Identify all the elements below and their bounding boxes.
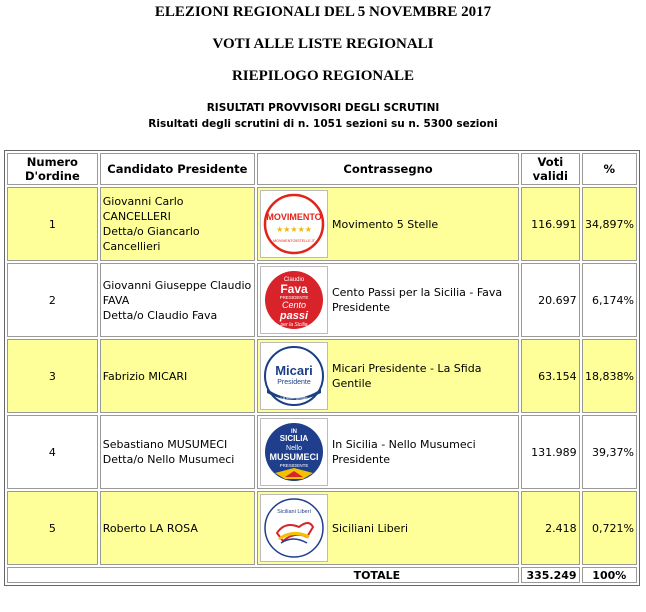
row-candidato: Giovanni Carlo CANCELLERI Detta/o Giancarlo Cancellieri [100,187,255,261]
lista-name: Siciliani Liberi [331,521,409,535]
row-candidato: Sebastiano MUSUMECI Detta/o Nello Musumeci [100,415,255,489]
row-candidato: Fabrizio MICARI [100,339,255,413]
lista-name: Cento Passi per la Sicilia - Fava Presidente [331,286,503,314]
row-percent: 39,37% [582,415,637,489]
table-header-row [7,153,637,185]
row-candidato: Roberto LA ROSA [100,491,255,565]
row-numero: 3 [7,339,98,413]
page-subtitle-liste: VOTI ALLE LISTE REGIONALI [212,36,434,52]
results-status: RISULTATI PROVVISORI DEGLI SCRUTINI [206,102,440,114]
lista-name: In Sicilia - Nello Musumeci Presidente [331,438,476,466]
row-voti: 63.154 [521,339,579,413]
row-voti: 2.418 [521,491,579,565]
row-numero: 4 [7,415,98,489]
table-row [7,187,637,261]
row-voti: 131.989 [521,415,579,489]
row-contrassegno [257,491,519,565]
svg-text:PRESIDENTE: PRESIDENTE [279,463,309,468]
row-contrassegno [257,263,519,337]
row-numero: 1 [7,187,98,261]
page-subtitle-riepilogo: RIEPILOGO REGIONALE [231,68,415,84]
svg-text:MUSUMECI: MUSUMECI [269,452,319,462]
row-contrassegno [257,187,519,261]
svg-text:Presidente: Presidente [277,379,311,386]
svg-text:PRESIDENTE: PRESIDENTE [279,295,309,300]
totale-percent: 100% [582,567,637,583]
page-title: ELEZIONI REGIONALI DEL 5 NOVEMBRE 2017 [154,4,492,20]
svg-text:Claudio: Claudio [283,277,305,283]
row-percent: 18,838% [582,339,637,413]
totale-voti: 335.249 [521,567,579,583]
siciliani-liberi-logo [260,494,328,562]
table-row [7,491,637,565]
lista-name: Movimento 5 Stelle [331,217,439,231]
totale-row [7,567,637,583]
header-percent: % [582,153,637,185]
row-percent: 6,174% [582,263,637,337]
header-contrassegno: Contrassegno [257,153,519,185]
svg-text:MOVIMENTO: MOVIMENTO [266,212,322,222]
svg-text:★★★★★: ★★★★★ [276,225,312,234]
row-contrassegno [257,415,519,489]
table-row [7,339,637,413]
m5s-logo [260,190,328,258]
results-table [5,151,639,585]
header-voti: Voti validi [521,153,579,185]
row-numero: 5 [7,491,98,565]
row-candidato: Giovanni Giuseppe Claudio FAVA Detta/o Claudio Fava [100,263,255,337]
musumeci-logo [260,418,328,486]
results-table-frame [4,150,640,586]
svg-text:La sfida gentile: La sfida gentile [280,395,308,400]
table-row [7,263,637,337]
svg-text:SICILIA: SICILIA [279,434,309,443]
svg-text:IN: IN [290,429,297,435]
svg-text:Cento: Cento [281,300,306,310]
row-percent: 0,721% [582,491,637,565]
svg-text:Siciliani Liberi: Siciliani Liberi [277,509,311,515]
fava-logo [260,266,328,334]
svg-text:MOVIMENTO5STELLE.IT: MOVIMENTO5STELLE.IT [273,239,315,243]
header-candidato: Candidato Presidente [100,153,255,185]
lista-name: Micari Presidente - La Sfida Gentile [331,362,482,390]
svg-text:passi: passi [279,310,309,322]
svg-text:Micari: Micari [275,363,313,378]
row-contrassegno [257,339,519,413]
micari-logo [260,342,328,410]
svg-text:Nello: Nello [286,445,302,452]
header-numero: Numero D'ordine [7,153,98,185]
table-row [7,415,637,489]
row-voti: 116.991 [521,187,579,261]
row-numero: 2 [7,263,98,337]
row-percent: 34,897% [582,187,637,261]
svg-text:per la Sicilia: per la Sicilia [280,322,308,328]
row-voti: 20.697 [521,263,579,337]
sections-count: Risultati degli scrutini di n. 1051 sezioni su n. 5300 sezioni [148,118,498,130]
totale-label: TOTALE [7,567,519,583]
svg-text:Fava: Fava [280,282,308,296]
